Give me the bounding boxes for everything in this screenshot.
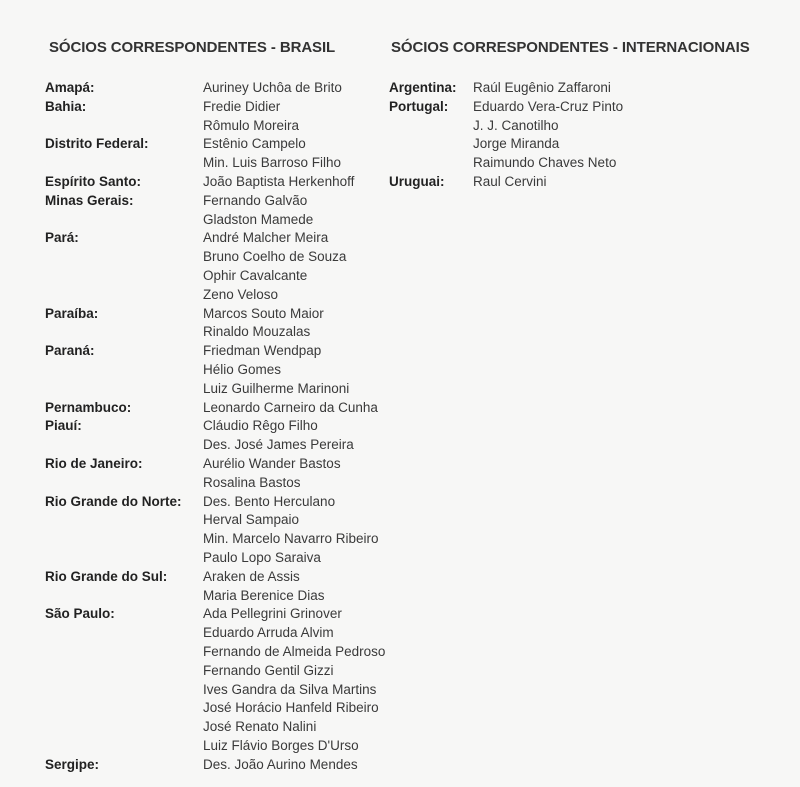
member-name: Ophir Cavalcante — [203, 267, 308, 283]
country-label: Uruguai: — [389, 173, 445, 189]
state-label: Paraíba: — [45, 305, 99, 321]
heading-brasil: SÓCIOS CORRESPONDENTES - BRASIL — [49, 39, 336, 56]
state-label: Espírito Santo: — [45, 173, 142, 189]
member-name: Ives Gandra da Silva Martins — [203, 681, 377, 697]
member-name: Eduardo Vera-Cruz Pinto — [473, 98, 624, 114]
member-name: Rinaldo Mouzalas — [203, 324, 311, 340]
member-name: Cláudio Rêgo Filho — [203, 418, 318, 434]
member-name: Raúl Eugênio Zaffaroni — [473, 80, 611, 95]
member-name: Aurélio Wander Bastos — [203, 455, 341, 471]
state-label: Paraná: — [45, 343, 95, 359]
state-label: Piauí: — [45, 418, 82, 434]
member-name: Ada Pellegrini Grinover — [203, 606, 342, 622]
member-name: Raul Cervini — [473, 173, 547, 189]
member-name: Luiz Guilherme Marinoni — [203, 380, 350, 396]
heading-internacionais: SÓCIOS CORRESPONDENTES - INTERNACIONAIS — [391, 39, 750, 56]
state-label: Amapá: — [45, 80, 95, 95]
member-name: Gladston Mamede — [203, 211, 314, 227]
member-name: Fernando Gentil Gizzi — [203, 662, 334, 678]
member-name: J. J. Canotilho — [473, 117, 559, 133]
member-name: Jorge Miranda — [473, 136, 560, 152]
country-label: Argentina: — [389, 80, 457, 95]
member-name: Herval Sampaio — [203, 512, 300, 528]
member-name: Des. João Aurino Mendes — [203, 756, 358, 772]
member-name: Des. José James Pereira — [203, 437, 354, 453]
member-name: Rosalina Bastos — [203, 474, 301, 490]
state-label: São Paulo: — [45, 606, 115, 622]
member-name: Marcos Souto Maior — [203, 305, 324, 321]
state-label: Distrito Federal: — [45, 136, 149, 152]
member-name: Fredie Didier — [203, 98, 281, 114]
member-name: Fernando de Almeida Pedroso — [203, 643, 386, 659]
member-name: Min. Marcelo Navarro Ribeiro — [203, 531, 379, 547]
member-name: Min. Luis Barroso Filho — [203, 155, 342, 171]
member-name: Bruno Coelho de Souza — [203, 249, 347, 265]
member-name: João Baptista Herkenhoff — [203, 173, 355, 189]
member-name: André Malcher Meira — [203, 230, 329, 246]
member-name: Des. Bento Herculano — [203, 493, 336, 509]
member-name: Araken de Assis — [203, 568, 300, 584]
state-label: Rio de Janeiro: — [45, 455, 143, 471]
member-name: Maria Berenice Dias — [203, 587, 325, 603]
member-name: Paulo Lopo Saraiva — [203, 549, 321, 565]
member-name: José Renato Nalini — [203, 719, 317, 735]
member-name: Zeno Veloso — [203, 286, 279, 302]
member-name: Leonardo Carneiro da Cunha — [203, 399, 378, 415]
state-label: Pará: — [45, 230, 79, 246]
state-label: Rio Grande do Norte: — [45, 493, 182, 509]
member-name: Rômulo Moreira — [203, 117, 300, 133]
member-name: Eduardo Arruda Alvim — [203, 625, 334, 641]
member-name: Friedman Wendpap — [203, 343, 322, 359]
member-name: Luiz Flávio Borges D'Urso — [203, 737, 359, 753]
state-label: Rio Grande do Sul: — [45, 568, 168, 584]
member-name: José Horácio Hanfeld Ribeiro — [203, 700, 379, 716]
state-label: Bahia: — [45, 98, 87, 114]
member-name: Fernando Galvão — [203, 192, 308, 208]
country-label: Portugal: — [389, 98, 449, 114]
member-name: Auriney Uchôa de Brito — [203, 80, 342, 95]
state-label: Pernambuco: — [45, 399, 132, 415]
member-name: Hélio Gomes — [203, 361, 282, 377]
member-name: Raimundo Chaves Neto — [473, 155, 617, 171]
state-label: Minas Gerais: — [45, 192, 134, 208]
state-label: Sergipe: — [45, 756, 100, 772]
member-name: Estênio Campelo — [203, 136, 306, 152]
